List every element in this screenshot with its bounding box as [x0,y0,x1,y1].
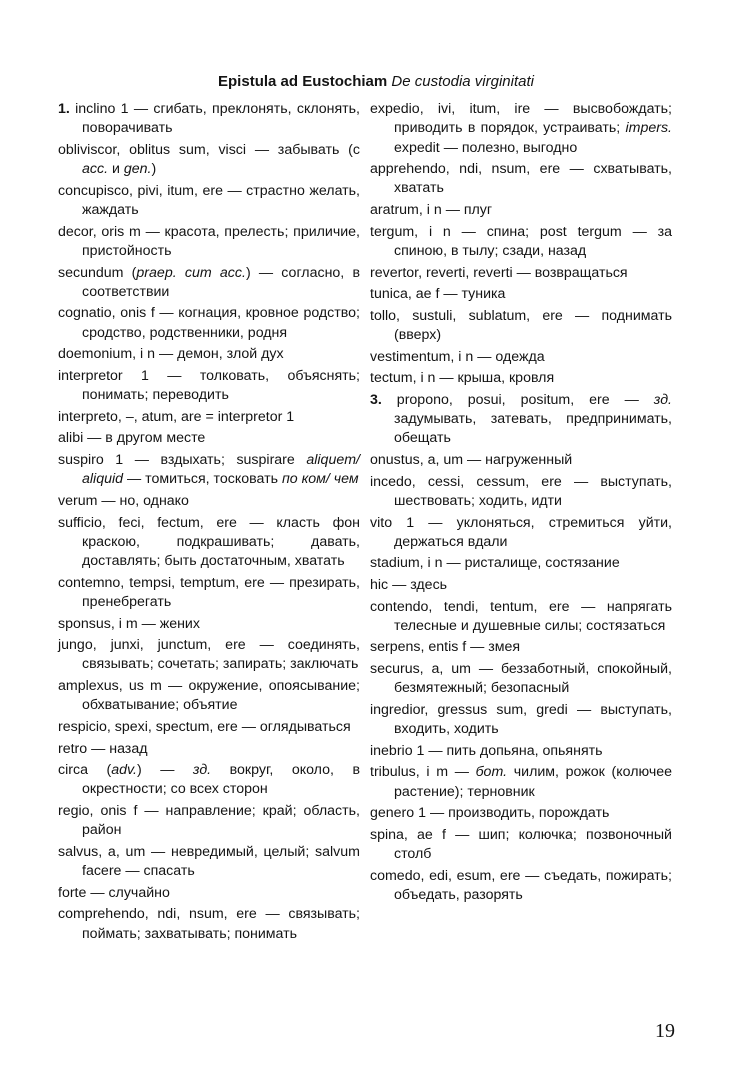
vocabulary-entry: aratrum, i n — плуг [370,202,493,219]
vocabulary-entry: circa (adv.) — зд. вокруг, около, в окрестности; со всех сторон [58,762,361,798]
page-title [0,73,752,91]
vocabulary-entry: tergum, i n — спина; post tergum — за спиною, в тылу; сзади, назад [370,223,672,259]
vocabulary-entry: revertor, reverti, reverti — возвращаться [370,264,628,281]
vocabulary-entry: hic — здесь [370,576,448,593]
vocabulary-entry: cognatio, onis f — когнация, кровное родство; сродство, родственники, родня [58,305,360,341]
vocabulary-entry: spina, ae f — шип; колючка; позвоночный столб [370,826,672,863]
vocabulary-entry: amplexus, us m — окружение, опоясывание; обхватывание; объятие [58,678,360,714]
vocabulary-entry: securus, a, um — беззаботный, спокойный, безмятежный; безопасный [370,661,672,697]
vocabulary-entry: expedio, ivi, itum, ire — высвобождать; приводить в порядок, устраивать; impers. expedit — полезно, выгодно [370,101,672,156]
vocabulary-entry: verum — но, однако [58,492,189,509]
vocabulary-entry: stadium, i n — ристалище, состязание [370,555,620,572]
vocabulary-entry: salvus, a, um — невредимый, целый; salvum facere — спасать [58,843,360,880]
vocabulary-entry: inebrio 1 — пить допьяна, опьянять [370,742,603,759]
vocabulary-entry: decor, oris m — красота, прелесть; приличие, пристойность [58,223,360,259]
vocabulary-entry: respicio, spexi, spectum, ere — оглядываться [58,718,351,735]
vocabulary-entry: obliviscor, oblitus sum, visci — забывать (с acc. и gen.) [58,141,360,178]
vocabulary-entry: comprehendo, ndi, nsum, ere — связывать; поймать; захватывать; понимать [58,906,360,942]
vocabulary-entry: 1. inclino 1 — сгибать, преклонять, склонять, поворачивать [58,101,360,137]
title-italic: De custodia virginitati [391,73,534,90]
vocabulary-entry: genero 1 — производить, порождать [370,805,610,822]
vocabulary-entry: 3. propono, posui, positum, ere — зд. задумывать, затевать, предпринимать, обещать [370,391,672,447]
vocabulary-entry: tribulus, i m — бот. чилим, рожок (колючее растение); терновник [370,764,672,800]
vocabulary-entry: contendo, tendi, tentum, ere — напрягать телесные и душевные силы; состязаться [370,598,672,634]
vocabulary-entry: tollo, sustuli, sublatum, ere — поднимать (вверх) [370,307,672,344]
vocabulary-entry: incedo, cessi, cessum, ere — выступать, шествовать; ходить, идти [370,473,672,509]
vocabulary-entry: secundum (praep. cum acc.) — согласно, в соответствии [58,264,361,300]
vocabulary-entry: tectum, i n — крыша, кровля [370,370,555,387]
vocabulary-entry: serpens, entis f — змея [370,639,521,656]
vocabulary-entry: contemno, tempsi, temptum, ere — презирать, пренебрегать [58,574,360,610]
vocabulary-entry: ingredior, gressus sum, gredi — выступать, входить, ходить [370,701,672,738]
vocabulary-entry: suspiro 1 — вздыхать; suspirare aliquem/ aliquid — томиться, тосковать по ком/ чем [58,452,360,488]
vocabulary-entry: jungo, junxi, junctum, ere — соединять, связывать; сочетать; запирать; заключать [58,637,360,673]
vocabulary-entry: sponsus, i m — жених [58,615,200,632]
vocabulary-right-column [370,100,672,908]
vocabulary-entry: vestimentum, i n — одежда [370,348,545,365]
vocabulary-entry: onustus, a, um — нагруженный [370,452,573,469]
vocabulary-entry: alibi — в другом месте [58,430,206,447]
vocabulary-entry: regio, onis f — направление; край; область, район [58,803,360,839]
vocabulary-entry: concupisco, pivi, itum, ere — страстно желать, жаждать [58,182,360,219]
title-bold: Epistula ad Eustochiam [218,73,388,90]
vocabulary-entry: retro — назад [58,740,148,757]
vocabulary-entry: interpretor 1 — толковать, объяснять; понимать; переводить [58,367,360,404]
vocabulary-entry: forte — случайно [58,884,170,901]
vocabulary-entry: apprehendo, ndi, nsum, ere — схватывать, хватать [370,161,672,197]
vocabulary-entry: interpreto, –, atum, are = interpretor 1 [58,408,295,425]
vocabulary-entry: sufficio, feci, fectum, ere — класть фон краскою, подкрашивать; давать, доставлять; быть достаточным, хватать [58,514,360,570]
page-number: 19 [655,1020,675,1042]
vocabulary-entry: comedo, edi, esum, ere — съедать, пожирать; объедать, разорять [370,867,672,904]
vocabulary-entry: tunica, ae f — туника [370,286,506,303]
vocabulary-left-column [58,100,360,946]
vocabulary-entry: vito 1 — уклоняться, стремиться уйти, держаться вдали [370,514,672,550]
vocabulary-entry: doemonium, i n — демон, злой дух [58,346,284,363]
